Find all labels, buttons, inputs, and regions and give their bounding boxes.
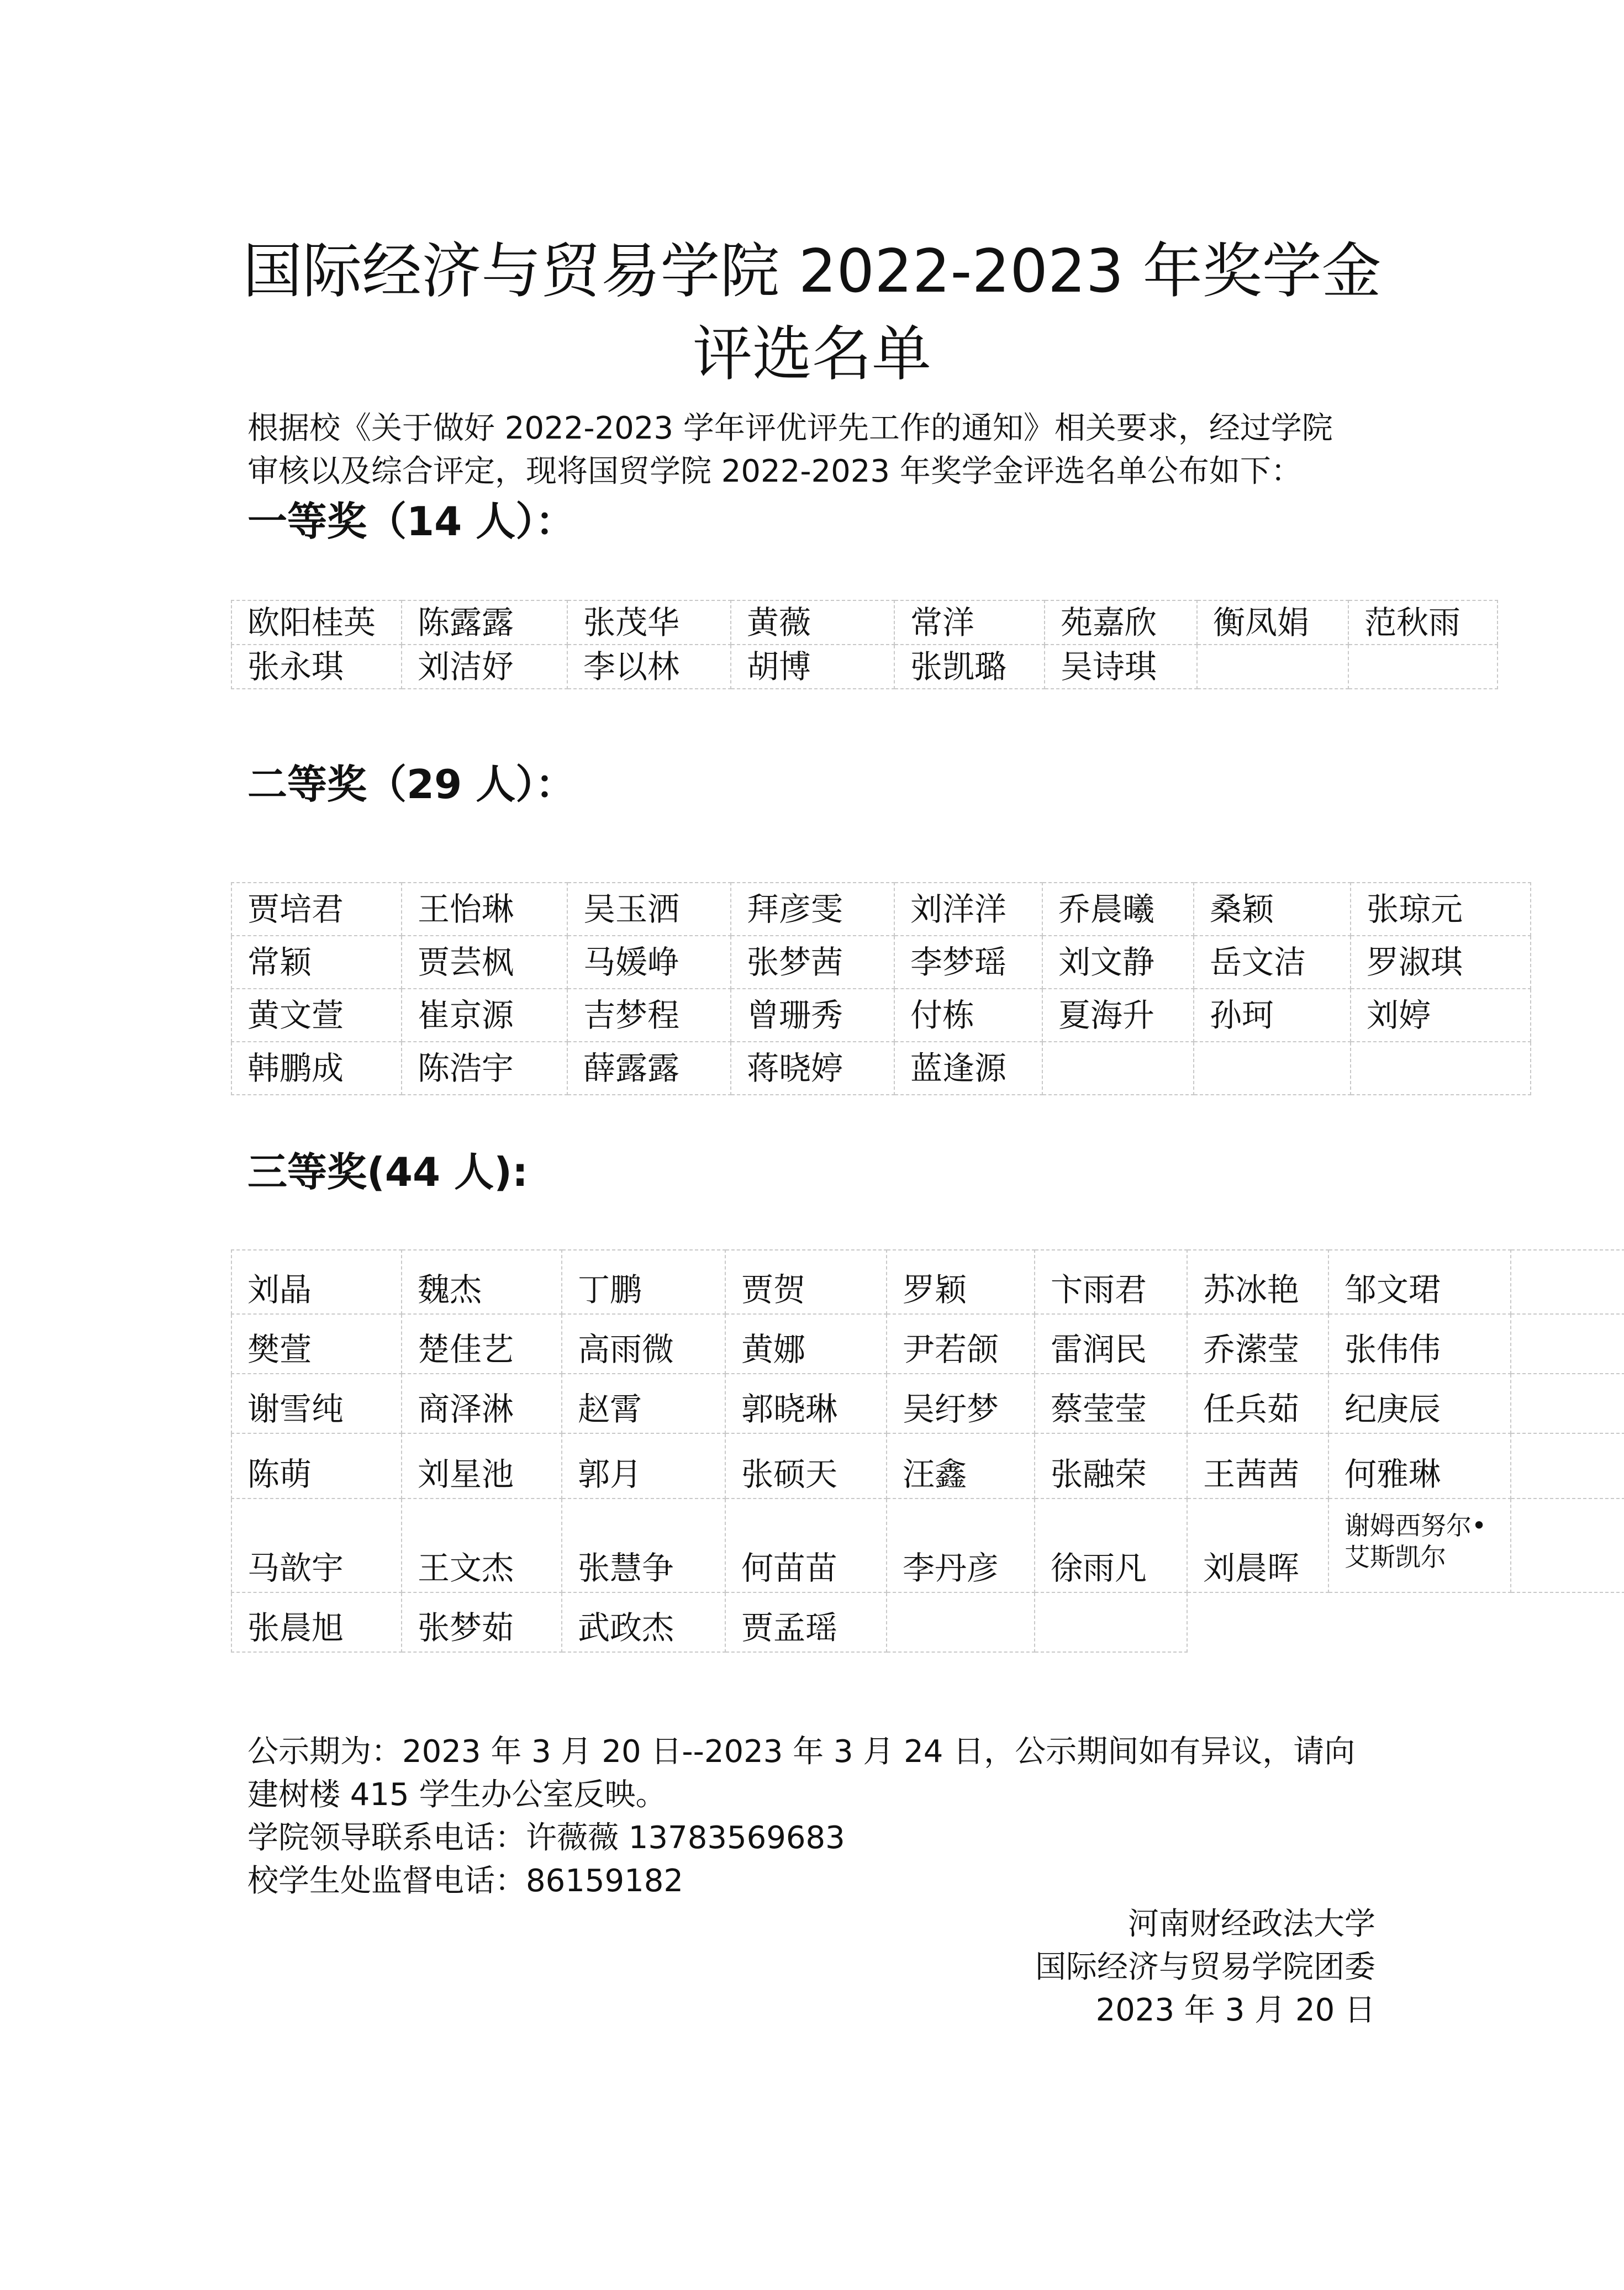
name-cell: 张硕天 bbox=[725, 1433, 887, 1498]
table-row bbox=[231, 1250, 1624, 1314]
third-prize-heading: 三等奖(44 人): bbox=[247, 1149, 528, 1195]
name-cell: 郭月 bbox=[562, 1433, 725, 1498]
name-cell: 张梦茹 bbox=[402, 1592, 562, 1652]
name-cell bbox=[1511, 1250, 1624, 1314]
name-cell: 何苗苗 bbox=[725, 1498, 887, 1592]
name-cell: 乔潆莹 bbox=[1187, 1314, 1328, 1374]
name-cell: 刘星池 bbox=[402, 1433, 562, 1498]
table-row bbox=[231, 1374, 1624, 1433]
leader-contact: 学院领导联系电话：许薇薇 13783569683 bbox=[247, 1820, 845, 1856]
first-prize-table bbox=[231, 600, 1498, 689]
name-cell bbox=[1035, 1592, 1187, 1652]
name-cell: 欧阳桂英 bbox=[231, 600, 402, 645]
name-cell bbox=[1194, 1042, 1351, 1095]
name-cell: 李梦瑶 bbox=[894, 936, 1042, 989]
name-cell bbox=[1511, 1498, 1624, 1592]
name-cell: 刘婷 bbox=[1351, 989, 1531, 1042]
name-cell: 商泽淋 bbox=[402, 1374, 562, 1433]
intro-line-2: 审核以及综合评定，现将国贸学院 2022-2023 年奖学金评选名单公布如下： bbox=[247, 453, 1302, 489]
table-row bbox=[231, 1042, 1531, 1095]
name-cell: 刘文静 bbox=[1042, 936, 1194, 989]
name-cell: 曾珊秀 bbox=[731, 989, 894, 1042]
name-cell: 刘晶 bbox=[231, 1250, 402, 1314]
name-cell: 雷润民 bbox=[1035, 1314, 1187, 1374]
name-cell: 王怡琳 bbox=[402, 883, 567, 936]
name-cell: 贾培君 bbox=[231, 883, 402, 936]
name-cell: 黄文萱 bbox=[231, 989, 402, 1042]
name-cell: 张永琪 bbox=[231, 645, 402, 689]
name-cell: 黄娜 bbox=[725, 1314, 887, 1374]
table-row bbox=[231, 1498, 1624, 1592]
name-cell: 陈萌 bbox=[231, 1433, 402, 1498]
name-cell: 岳文洁 bbox=[1194, 936, 1351, 989]
table-row bbox=[231, 883, 1531, 936]
name-cell: 张慧争 bbox=[562, 1498, 725, 1592]
signature-date: 2023 年 3 月 20 日 bbox=[1095, 1992, 1375, 2028]
name-cell: 陈浩宇 bbox=[402, 1042, 567, 1095]
name-cell bbox=[1348, 645, 1498, 689]
supervision-contact: 校学生处监督电话：86159182 bbox=[247, 1863, 684, 1899]
name-cell: 付栋 bbox=[894, 989, 1042, 1042]
second-prize-table bbox=[231, 882, 1531, 1095]
name-cell: 尹若颌 bbox=[887, 1314, 1035, 1374]
name-cell: 李丹彦 bbox=[887, 1498, 1035, 1592]
name-cell: 何雅琳 bbox=[1328, 1433, 1511, 1498]
name-cell: 吉梦程 bbox=[567, 989, 731, 1042]
intro-line-1: 根据校《关于做好 2022-2023 学年评优评先工作的通知》相关要求，经过学院 bbox=[247, 410, 1333, 446]
signature-university: 河南财经政法大学 bbox=[1128, 1906, 1375, 1942]
name-cell: 纪庚辰 bbox=[1328, 1374, 1511, 1433]
notice-office: 建树楼 415 学生办公室反映。 bbox=[247, 1777, 667, 1813]
table-row bbox=[231, 1314, 1624, 1374]
empty-cell bbox=[1187, 1592, 1328, 1652]
page-title-line2: 评选名单 bbox=[692, 320, 931, 389]
name-cell: 马媛峥 bbox=[567, 936, 731, 989]
name-cell: 蓝逢源 bbox=[894, 1042, 1042, 1095]
notice-period: 公示期为：2023 年 3 月 20 日--2023 年 3 月 24 日，公示期间如有异议，请向 bbox=[247, 1734, 1356, 1770]
empty-cell bbox=[1328, 1592, 1511, 1652]
name-cell: 崔京源 bbox=[402, 989, 567, 1042]
name-cell: 高雨微 bbox=[562, 1314, 725, 1374]
name-cell: 吴玉洒 bbox=[567, 883, 731, 936]
name-cell: 卞雨君 bbox=[1035, 1250, 1187, 1314]
first-prize-heading: 一等奖（14 人）： bbox=[247, 498, 576, 545]
name-cell: 乔晨曦 bbox=[1042, 883, 1194, 936]
table-row bbox=[231, 1592, 1624, 1652]
name-cell bbox=[1511, 1433, 1624, 1498]
name-cell: 夏海升 bbox=[1042, 989, 1194, 1042]
name-cell: 蒋晓婷 bbox=[731, 1042, 894, 1095]
name-cell: 常颖 bbox=[231, 936, 402, 989]
name-cell: 魏杰 bbox=[402, 1250, 562, 1314]
name-cell: 武政杰 bbox=[562, 1592, 725, 1652]
name-cell: 贾芸枫 bbox=[402, 936, 567, 989]
table-row bbox=[231, 1433, 1624, 1498]
name-cell: 刘洋洋 bbox=[894, 883, 1042, 936]
name-cell: 刘晨晖 bbox=[1187, 1498, 1328, 1592]
name-cell: 张琼元 bbox=[1351, 883, 1531, 936]
name-cell: 谢雪纯 bbox=[231, 1374, 402, 1433]
name-cell: 常洋 bbox=[894, 600, 1045, 645]
name-cell bbox=[1351, 1042, 1531, 1095]
name-cell: 任兵茹 bbox=[1187, 1374, 1328, 1433]
name-cell bbox=[1511, 1314, 1624, 1374]
name-cell: 黄薇 bbox=[731, 600, 894, 645]
name-cell: 汪鑫 bbox=[887, 1433, 1035, 1498]
name-cell: 贾贺 bbox=[725, 1250, 887, 1314]
name-cell: 丁鹏 bbox=[562, 1250, 725, 1314]
name-cell: 邹文珺 bbox=[1328, 1250, 1511, 1314]
signature-committee: 国际经济与贸易学院团委 bbox=[1035, 1949, 1375, 1985]
name-cell: 张伟伟 bbox=[1328, 1314, 1511, 1374]
table-row bbox=[231, 600, 1498, 645]
name-cell: 谢姆西努尔•艾斯凯尔 bbox=[1328, 1498, 1511, 1592]
name-cell: 张梦茜 bbox=[731, 936, 894, 989]
name-cell: 张晨旭 bbox=[231, 1592, 402, 1652]
name-cell: 王文杰 bbox=[402, 1498, 562, 1592]
name-cell: 孙珂 bbox=[1194, 989, 1351, 1042]
name-cell: 衡凤娟 bbox=[1197, 600, 1348, 645]
page-title: 国际经济与贸易学院 2022-2023 年奖学金 bbox=[242, 237, 1382, 306]
name-cell: 赵霄 bbox=[562, 1374, 725, 1433]
name-cell: 郭晓琳 bbox=[725, 1374, 887, 1433]
name-cell: 樊萱 bbox=[231, 1314, 402, 1374]
name-cell: 王茜茜 bbox=[1187, 1433, 1328, 1498]
name-cell: 吴纡梦 bbox=[887, 1374, 1035, 1433]
third-prize-table bbox=[231, 1249, 1624, 1653]
name-cell bbox=[1042, 1042, 1194, 1095]
name-cell: 李以林 bbox=[567, 645, 731, 689]
name-cell: 韩鹏成 bbox=[231, 1042, 402, 1095]
name-cell: 苏冰艳 bbox=[1187, 1250, 1328, 1314]
name-cell bbox=[887, 1592, 1035, 1652]
name-cell: 张融荣 bbox=[1035, 1433, 1187, 1498]
name-cell: 徐雨凡 bbox=[1035, 1498, 1187, 1592]
name-cell: 刘洁妤 bbox=[402, 645, 567, 689]
name-cell: 贾孟瑶 bbox=[725, 1592, 887, 1652]
name-cell: 楚佳艺 bbox=[402, 1314, 562, 1374]
table-row bbox=[231, 645, 1498, 689]
second-prize-heading: 二等奖（29 人）： bbox=[247, 761, 576, 808]
name-cell: 罗颖 bbox=[887, 1250, 1035, 1314]
table-row bbox=[231, 989, 1531, 1042]
name-cell bbox=[1511, 1374, 1624, 1433]
name-cell: 罗淑琪 bbox=[1351, 936, 1531, 989]
name-cell: 吴诗琪 bbox=[1045, 645, 1197, 689]
name-cell: 范秋雨 bbox=[1348, 600, 1498, 645]
table-row bbox=[231, 936, 1531, 989]
empty-cell bbox=[1511, 1592, 1624, 1652]
name-cell: 蔡莹莹 bbox=[1035, 1374, 1187, 1433]
name-cell: 胡博 bbox=[731, 645, 894, 689]
name-cell: 拜彦雯 bbox=[731, 883, 894, 936]
name-cell: 张凯璐 bbox=[894, 645, 1045, 689]
name-cell: 张茂华 bbox=[567, 600, 731, 645]
name-cell bbox=[1197, 645, 1348, 689]
name-cell: 薛露露 bbox=[567, 1042, 731, 1095]
name-cell: 马歆宇 bbox=[231, 1498, 402, 1592]
name-cell: 陈露露 bbox=[402, 600, 567, 645]
name-cell: 苑嘉欣 bbox=[1045, 600, 1197, 645]
name-cell: 桑颖 bbox=[1194, 883, 1351, 936]
